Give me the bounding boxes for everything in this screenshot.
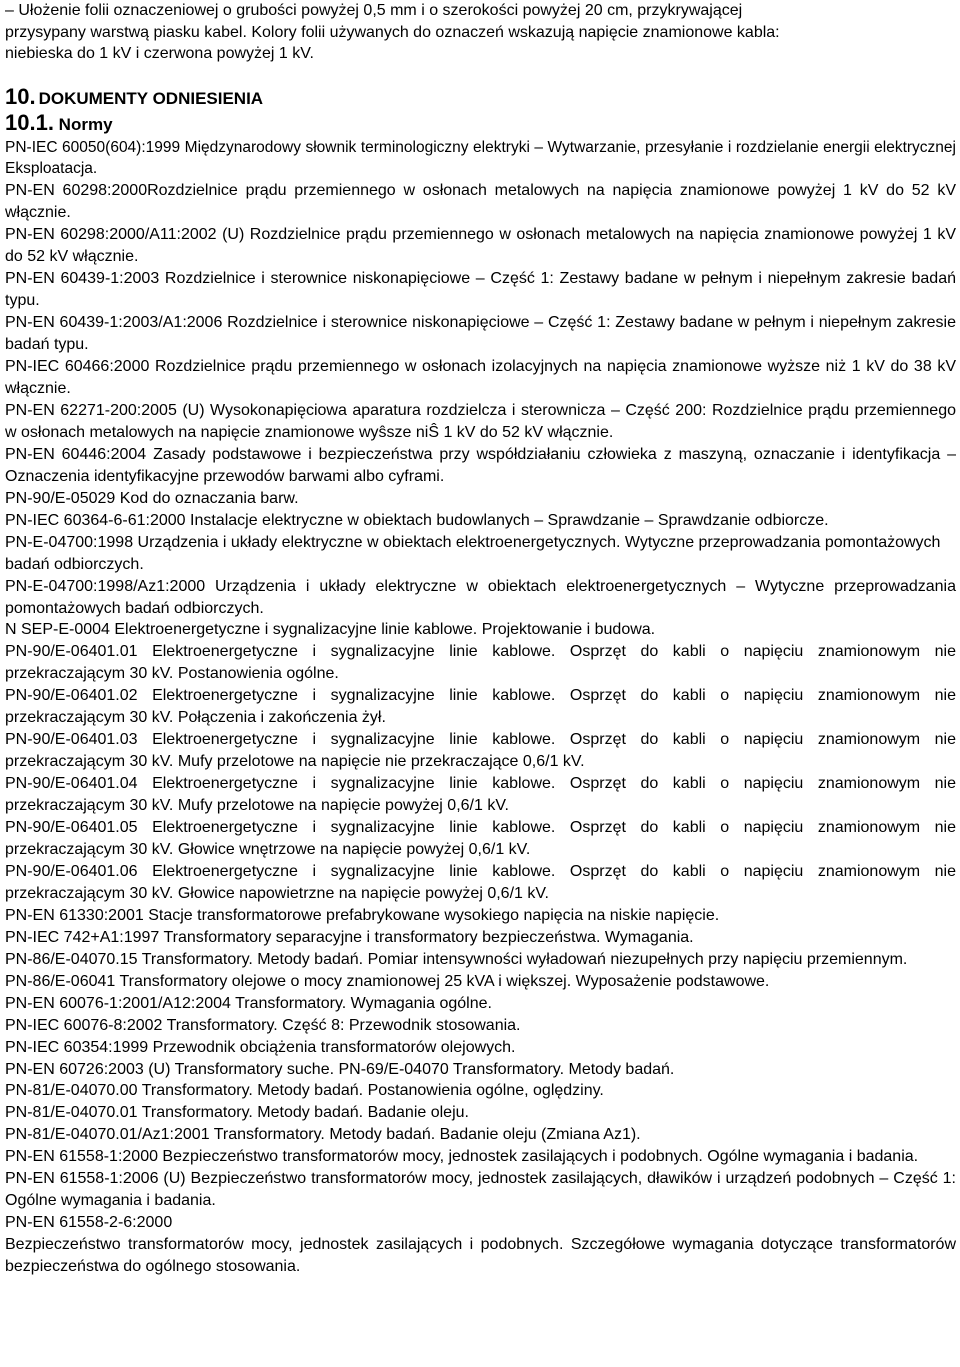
norm-item: PN-EN 60439-1:2003/A1:2006 Rozdzielnice i sterownice niskonapięciowe – Część 1: Zestawy badane w pełnym i niepełnym zakresie badań typu. <box>5 314 956 354</box>
intro-line: przysypany warstwą piasku kabel. Kolory folii używanych do oznaczeń wskazują napięcie znamionowe kabla: <box>5 23 780 41</box>
norm-item: PN-EN 60726:2003 (U) Transformatory suche. PN-69/E-04070 Transformatory. Metody badań. <box>5 1060 675 1078</box>
norm-item: PN-EN 61558-1:2000 Bezpieczeństwo transformatorów mocy, jednostek zasilających i podobnych. Ogólne wymagania i badania. <box>5 1148 919 1166</box>
norm-item: PN-IEC 60354:1999 Przewodnik obciążenia transformatorów olejowych. <box>5 1038 516 1056</box>
norm-item: PN-IEC 742+A1:1997 Transformatory separacyjne i transformatory bezpieczeństwa. Wymagania. <box>5 928 694 946</box>
norm-item: PN-90/E-06401.03 Elektroenergetyczne i sygnalizacyjne linie kablowe. Osprzęt do kabli o napięciu znamionowym nie przekraczającym 30 kV. Mufy przelotowe na napięcie nie przekraczające 0,6/1 kV. <box>5 731 956 771</box>
intro-line: niebieska do 1 kV i czerwona powyżej 1 kV. <box>5 45 314 62</box>
norm-item: PN-86/E-04070.15 Transformatory. Metody badań. Pomiar intensywności wyładowań niezupełnych przy napięciu przemiennym. <box>5 950 908 968</box>
norm-item: PN-EN 62271-200:2005 (U) Wysokonapięciowa aparatura rozdzielcza i sterownicza – Część 200: Rozdzielnice prądu przemiennego w osłonach metalowych na napięcie znamionowe wyŝsze niŜ 1 kV do 52 kV włącznie. <box>5 401 956 441</box>
norm-item: PN-IEC 60050(604):1999 Międzynarodowy słownik terminologiczny elektryki – Wytwarzanie, przesyłanie i rozdzielanie energii elektrycznej Eksploatacja. <box>5 138 956 178</box>
norm-item: PN-EN 60439-1:2003 Rozdzielnice i sterownice niskonapięciowe – Część 1: Zestawy badane w pełnym i niepełnym zakresie badań typu. <box>5 270 956 310</box>
subsection-title: Normy <box>58 114 113 134</box>
norm-item: PN-EN 60298:2000/A11:2002 (U) Rozdzielnice prądu przemiennego w osłonach metalowych na napięcia znamionowe powyżej 1 kV do 52 kV włącznie. <box>5 226 956 266</box>
subsection-number: 10.1. <box>5 109 54 135</box>
norm-item: N SEP-E-0004 Elektroenergetyczne i sygnalizacyjne linie kablowe. Projektowanie i budowa. <box>5 621 656 639</box>
intro-paragraph <box>5 0 956 65</box>
norm-item: PN-EN 61330:2001 Stacje transformatorowe prefabrykowane wysokiego napięcia na niskie napięcie. <box>5 906 720 924</box>
norm-item: PN-E-04700:1998/Az1:2000 Urządzenia i układy elektryczne w obiektach elektroenergetycznych – Wytyczne przeprowadzania pomontażowych badań odbiorczych. <box>5 577 956 617</box>
norm-item: PN-EN 61558-1:2006 (U) Bezpieczeństwo transformatorów mocy, jednostek zasilających, dławików i urządzeń podobnych – Część 1: Ogólne wymagania i badania. <box>5 1170 956 1210</box>
section-title: DOKUMENTY ODNIESIENIA <box>38 88 264 108</box>
norm-item: Bezpieczeństwo transformatorów mocy, jednostek zasilających i podobnych. Szczegółowe wymagania dotyczące transformatorów bezpieczeństwa do ogólnego stosowania. <box>5 1236 956 1276</box>
subsection-heading <box>5 111 956 137</box>
norms-list <box>5 137 956 1279</box>
norm-item: PN-EN 60076-1:2001/A12:2004 Transformatory. Wymagania ogólne. <box>5 994 492 1012</box>
norm-item: PN-86/E-06041 Transformatory olejowe o mocy znamionowej 25 kVA i większej. Wyposażenie podstawowe. <box>5 972 770 990</box>
norm-item: PN-81/E-04070.01 Transformatory. Metody badań. Badanie oleju. <box>5 1104 469 1122</box>
section-heading <box>5 85 956 111</box>
norm-item: PN-90/E-06401.05 Elektroenergetyczne i sygnalizacyjne linie kablowe. Osprzęt do kabli o napięciu znamionowym nie przekraczającym 30 kV. Głowice wnętrzowe na napięcie powyżej 0,6/1 kV. <box>5 819 956 858</box>
norm-item: PN-90/E-06401.06 Elektroenergetyczne i sygnalizacyjne linie kablowe. Osprzęt do kabli o napięciu znamionowym nie przekraczającym 30 kV. Głowice napowietrzne na napięcie powyżej 0,6/1 kV. <box>5 862 956 902</box>
norm-item: PN-90/E-06401.04 Elektroenergetyczne i sygnalizacyjne linie kablowe. Osprzęt do kabli o napięciu znamionowym nie przekraczającym 30 kV. Mufy przelotowe na napięcie powyżej 0,6/1 kV. <box>5 775 956 815</box>
norm-item: PN-81/E-04070.01/Az1:2001 Transformatory. Metody badań. Badanie oleju (Zmiana Az1). <box>5 1126 641 1144</box>
norm-item: PN-IEC 60364-6-61:2000 Instalacje elektryczne w obiektach budowlanych – Sprawdzanie – Sprawdzanie odbiorcze. <box>5 511 829 529</box>
norm-item: PN-IEC 60076-8:2002 Transformatory. Część 8: Przewodnik stosowania. <box>5 1016 521 1034</box>
norm-item: PN-90/E-06401.02 Elektroenergetyczne i sygnalizacyjne linie kablowe. Osprzęt do kabli o napięciu znamionowym nie przekraczającym 30 kV. Połączenia i zakończenia żył. <box>5 687 956 727</box>
intro-line: – Ułożenie folii oznaczeniowej o grubości powyżej 0,5 mm i o szerokości powyżej 20 cm, przykrywającej <box>5 2 743 19</box>
norm-item: PN-EN 60446:2004 Zasady podstawowe i bezpieczeństwa przy współdziałaniu człowieka z maszyną, oznaczanie i identyfikacja – Oznaczenia identyfikacyjne przewodów barwami albo cyframi. <box>5 445 956 485</box>
norm-item: PN-EN 61558-2-6:2000 <box>5 1214 173 1232</box>
norm-item: PN-90/E-05029 Kod do oznaczania barw. <box>5 489 299 507</box>
norm-item: PN-EN 60298:2000Rozdzielnice prądu przemiennego w osłonach metalowych na napięcia znamionowe powyżej 1 kV do 52 kV włącznie. <box>5 182 956 222</box>
norm-item: PN-81/E-04070.00 Transformatory. Metody badań. Postanowienia ogólne, oględziny. <box>5 1082 604 1100</box>
norm-item: PN-90/E-06401.01 Elektroenergetyczne i sygnalizacyjne linie kablowe. Osprzęt do kabli o napięciu znamionowym nie przekraczającym 30 kV. Postanowienia ogólne. <box>5 643 956 683</box>
norm-item: PN-IEC 60466:2000 Rozdzielnice prądu przemiennego w osłonach izolacyjnych na napięcia znamionowe wyższe niż 1 kV do 38 kV włącznie. <box>5 358 956 397</box>
section-number: 10. <box>5 83 36 109</box>
norm-item: PN-E-04700:1998 Urządzenia i układy elektryczne w obiektach elektroenergetycznych. Wytyczne przeprowadzania pomontażowych badań odbiorczych. <box>5 533 941 573</box>
